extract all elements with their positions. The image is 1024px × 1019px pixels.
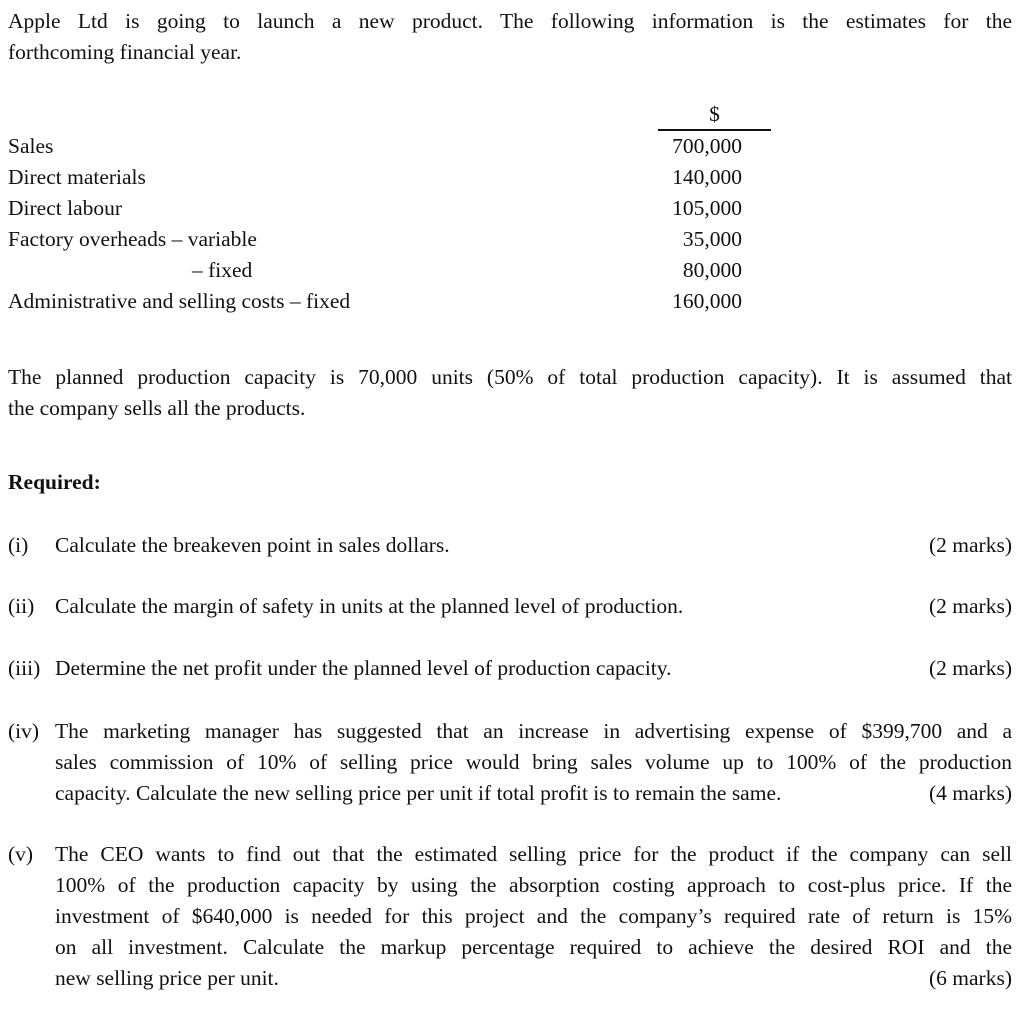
- question-text: [55, 716, 1012, 809]
- question-number: (iii): [8, 656, 41, 680]
- row-value: 700,000: [672, 134, 742, 158]
- table-row: [8, 224, 1012, 255]
- row-value: 35,000: [682, 227, 742, 251]
- question-number: (i): [8, 533, 29, 557]
- question-line-last: [55, 963, 1012, 994]
- question-number: (v): [8, 842, 34, 866]
- capacity-line-1: The planned production capacity is 70,000 units (50% of total production capacity). It is assumed that: [8, 365, 1012, 389]
- row-label: Factory overheads – variable: [8, 227, 257, 251]
- question-text: [55, 839, 1012, 994]
- currency-header: $: [658, 100, 771, 131]
- row-value: 160,000: [672, 289, 742, 313]
- row-label: Direct labour: [8, 196, 123, 220]
- question-ii: [8, 591, 1012, 622]
- question-line: The marketing manager has suggested that an increase in advertising expense of $399,700 and a: [55, 719, 1012, 743]
- table-row: [8, 131, 1012, 162]
- intro-line-1: Apple Ltd is going to launch a new product. The following information is the estimates for the: [8, 9, 1012, 33]
- row-value: 80,000: [682, 258, 742, 282]
- row-label: – fixed: [192, 258, 253, 282]
- question-marks: (4 marks): [929, 781, 1012, 805]
- question-marks: (2 marks): [929, 656, 1012, 680]
- question-line-last: [55, 778, 1012, 809]
- question-marks: (2 marks): [929, 594, 1012, 618]
- table-row: [8, 286, 1012, 317]
- question-text: Determine the net profit under the planned level of production capacity.: [55, 656, 672, 680]
- table-row: [8, 162, 1012, 193]
- intro-paragraph: [8, 6, 1012, 68]
- question-text: Calculate the breakeven point in sales dollars.: [55, 533, 450, 557]
- table-row: [8, 193, 1012, 224]
- question-line: sales commission of 10% of selling price would bring sales volume up to 100% of the production: [55, 750, 1012, 774]
- row-label: Sales: [8, 134, 54, 158]
- question-line-text: capacity. Calculate the new selling price per unit if total profit is to remain the same.: [55, 781, 782, 805]
- question-line: The CEO wants to find out that the estimated selling price for the product if the company can sell: [55, 842, 1012, 866]
- row-value: 105,000: [672, 196, 742, 220]
- question-line: investment of $640,000 is needed for this project and the company’s required rate of return is 15%: [55, 904, 1012, 928]
- row-label: Direct materials: [8, 165, 146, 189]
- capacity-paragraph: [8, 362, 1012, 424]
- intro-line-2: forthcoming financial year.: [8, 40, 242, 64]
- question-number: (ii): [8, 594, 35, 618]
- capacity-line-2: the company sells all the products.: [8, 396, 306, 420]
- table-row: [8, 255, 1012, 286]
- question-line: 100% of the production capacity by using the absorption costing approach to cost-plus price. If the: [55, 873, 1012, 897]
- question-iii: [8, 653, 1012, 684]
- question-marks: (6 marks): [929, 966, 1012, 990]
- question-line: on all investment. Calculate the markup percentage required to achieve the desired ROI and the: [55, 935, 1012, 959]
- required-heading: Required:: [8, 470, 101, 494]
- question-text: Calculate the margin of safety in units at the planned level of production.: [55, 594, 684, 618]
- question-line-text: new selling price per unit.: [55, 966, 279, 990]
- row-value: 140,000: [672, 165, 742, 189]
- question-v: [8, 839, 1012, 994]
- row-label: Administrative and selling costs – fixed: [8, 289, 351, 313]
- question-iv: [8, 716, 1012, 809]
- question-i: [8, 530, 1012, 561]
- question-number: (iv): [8, 719, 40, 743]
- question-marks: (2 marks): [929, 533, 1012, 557]
